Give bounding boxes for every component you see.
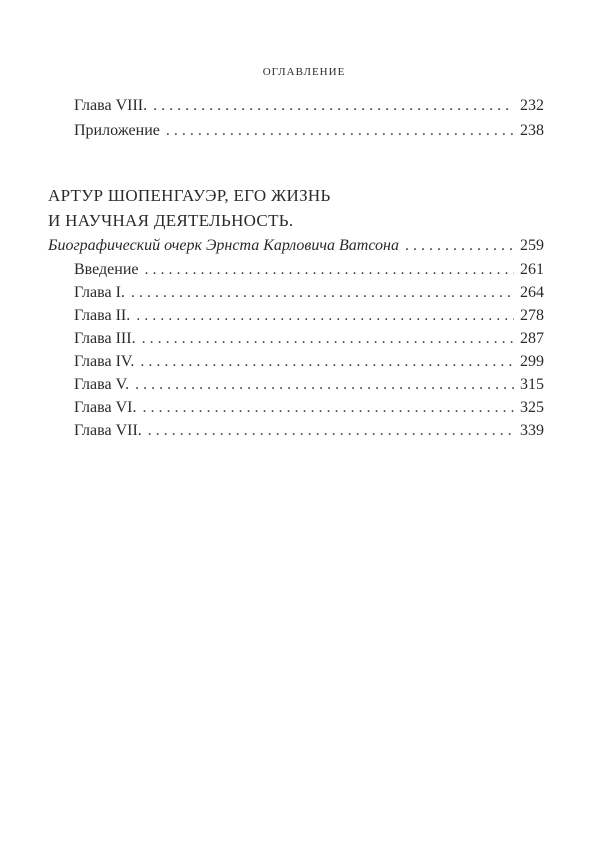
toc-entry-label: Глава IV.: [74, 353, 135, 370]
toc-entry-page: 238: [520, 122, 544, 139]
toc-entry-page: 325: [520, 399, 544, 416]
toc-entry-page: 339: [520, 422, 544, 439]
toc-entry-chapter-8[interactable]: [74, 96, 544, 116]
toc-entry-label: Глава VIII.: [74, 97, 148, 114]
toc-entry-page: 299: [520, 353, 544, 370]
toc-entry-chapter-1[interactable]: [74, 283, 544, 303]
running-head: ОГЛАВЛЕНИЕ: [262, 66, 346, 78]
toc-entry-page: 261: [520, 261, 544, 278]
dot-leader: [405, 236, 514, 256]
toc-entry-introduction[interactable]: [74, 260, 544, 280]
dot-leader: [145, 260, 515, 280]
toc-entry-label: Приложение: [74, 122, 160, 139]
dot-leader: [131, 283, 514, 303]
toc-entry-biographical-essay[interactable]: [48, 236, 544, 256]
dot-leader: [142, 398, 514, 418]
dot-leader: [148, 421, 514, 441]
dot-leader: [135, 375, 514, 395]
toc-entry-chapter-4[interactable]: [74, 352, 544, 372]
toc-entry-chapter-7[interactable]: [74, 421, 544, 441]
toc-entry-label: Введение: [74, 261, 139, 278]
toc-entry-appendix[interactable]: [74, 121, 544, 141]
toc-entry-label: Глава III.: [74, 330, 136, 347]
toc-entry-page: 264: [520, 284, 544, 301]
toc-entry-page: 287: [520, 330, 544, 347]
toc-entry-page: 259: [520, 237, 544, 254]
toc-entry-chapter-6[interactable]: [74, 398, 544, 418]
toc-entry-label: Глава VI.: [74, 399, 137, 416]
dot-leader: [142, 329, 514, 349]
dot-leader: [166, 121, 514, 141]
toc-entry-label: Биографический очерк Эрнста Карловича Ватсона: [48, 237, 399, 254]
toc-entry-label: Глава VII.: [74, 422, 142, 439]
toc-entry-label: Глава V.: [74, 376, 130, 393]
section-heading-line-1: АРТУР ШОПЕНГАУЭР, ЕГО ЖИЗНЬ: [48, 186, 331, 205]
toc-entry-chapter-2[interactable]: [74, 306, 544, 326]
toc-entry-page: 315: [520, 376, 544, 393]
toc-entry-page: 278: [520, 307, 544, 324]
toc-entry-page: 232: [520, 97, 544, 114]
toc-entry-chapter-5[interactable]: [74, 375, 544, 395]
toc-entry-label: Глава II.: [74, 307, 131, 324]
dot-leader: [153, 96, 514, 116]
toc-entry-label: Глава I.: [74, 284, 125, 301]
dot-leader: [140, 352, 514, 372]
toc-entry-chapter-3[interactable]: [74, 329, 544, 349]
dot-leader: [136, 306, 514, 326]
section-heading-line-2: И НАУЧНАЯ ДЕЯТЕЛЬНОСТЬ.: [48, 211, 294, 230]
